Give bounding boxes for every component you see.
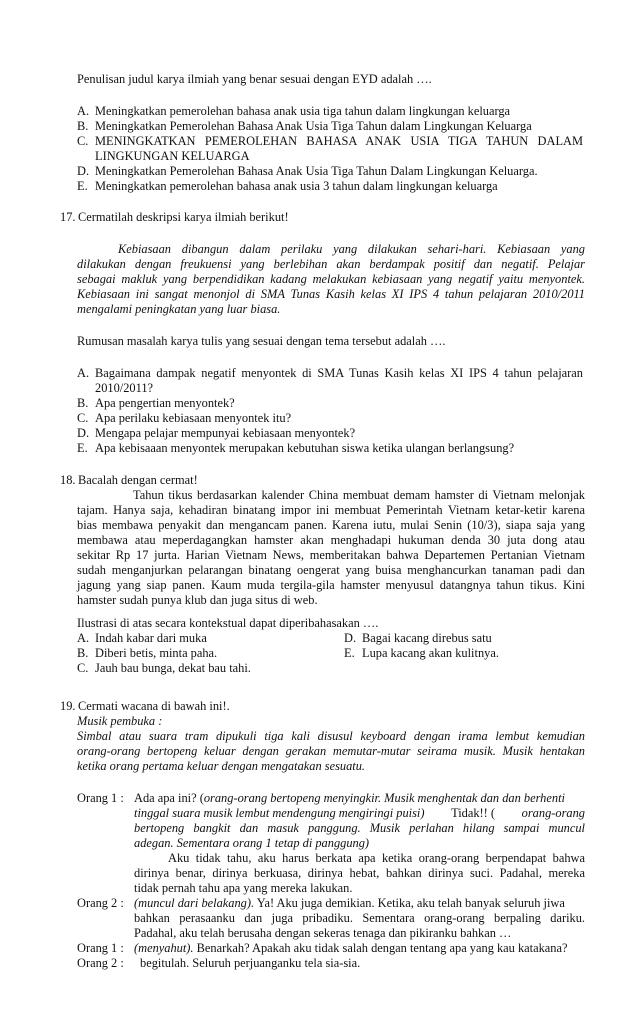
q19-music-line: orang-orang bertopeng keluar dengan gerakan memutar-mutar seirama musik. Musik hentakan — [77, 744, 585, 758]
q19-music-line: ketika orang pertama keluar dengan mengatakan sesuatu. — [77, 759, 366, 773]
option-text: Lupa kacang akan kulitnya. — [362, 646, 499, 660]
option-label: A. — [77, 104, 90, 118]
q17-option-c — [77, 411, 291, 426]
q17-option-a-continuation: 2010/2011? — [95, 381, 154, 395]
option-text: Meningkatkan Pemerolehan Bahasa Anak Usia Tiga Tahun dalam Lingkungan Keluarga — [95, 119, 532, 133]
option-text: Mengapa pelajar mempunyai kebiasaan menyontek? — [95, 426, 356, 440]
stage-direction: adegan. Sementara orang 1 tetap di panggung) — [134, 836, 370, 850]
option-text: Apa perilaku kebiasaan menyontek itu? — [95, 411, 292, 425]
dialogue-text: Padahal, aku telah berusaha dengan sekeras tenaga dan pikiranku bahkan … — [134, 926, 512, 940]
option-text: Bagai kacang direbus satu — [362, 631, 492, 645]
q18-option-b — [77, 646, 217, 661]
dialogue-text: begitulah. Seluruh perjuanganku tela sia-sia. — [140, 956, 361, 970]
q19-music-line: Simbal atau suara tram dipukuli tiga kali disusul keyboard dengan irama lembut kemudian — [77, 729, 585, 743]
q18-passage-line: membawa atau meperdagangkan hamster akan menghadapi hukuman denda 30 juta dong atau — [77, 533, 585, 547]
stage-direction: (menyahut). — [134, 941, 194, 955]
q18-instruction: Bacalah dengan cermat! — [78, 473, 198, 487]
option-label: C. — [77, 661, 89, 675]
stage-direction: orang-orang bertopeng menyingkir. Musik menghentak dan dan berhenti — [203, 791, 565, 805]
q17-option-e — [77, 441, 514, 456]
q17-number: 17. — [60, 210, 76, 224]
q16-option-a — [77, 104, 510, 119]
q18-option-a — [77, 631, 207, 646]
q17-option-d — [77, 426, 355, 441]
q18-passage-line: Tahun tikus berdasarkan kalender China membuat demam hamster di Vietnam melonjak — [133, 488, 585, 502]
dialogue-text: Aku tidak tahu, aku harus berkata apa ketika orang-orang berpendapat bahwa — [168, 851, 585, 865]
stage-direction: tinggal suara musik lembut mendengung mengiringi puisi) — [134, 806, 425, 820]
dialogue-text: Ya! Aku juga demikian. Ketika, aku telah banyak seluruh jiwa — [254, 896, 565, 910]
option-text: Apa kebisaaan menyontek merupakan kebutuhan siswa ketika ulangan berlangsung? — [95, 441, 515, 455]
option-label: B. — [77, 396, 89, 410]
option-label: D. — [77, 426, 90, 440]
option-label: D. — [77, 164, 90, 178]
q17-passage-line: mengalami peningkatan yang luar biasa. — [77, 302, 281, 316]
q16-option-b — [77, 119, 532, 134]
q17-passage-line: sebagai makluk yang berpendidikan kadang melakukan kebiasaan yang negatif yaitu menyontek. — [77, 272, 585, 286]
dialogue-text: tidak pernah tahu apa yang mereka lakukan. — [134, 881, 353, 895]
option-label: E. — [77, 441, 88, 455]
q16-option-d — [77, 164, 538, 179]
q17-passage-line: dilakukan dengan freukuensi yang berlebihan akan berdampak positif dan negatif. Pelajar — [77, 257, 585, 271]
stage-direction: orang-orang — [521, 806, 585, 820]
option-label: B. — [77, 646, 89, 660]
option-text: Diberi betis, minta paha. — [95, 646, 218, 660]
dialogue-text: Ada apa ini? ( — [134, 791, 204, 805]
option-label: A. — [77, 631, 90, 645]
option-text: Meningkatkan pemerolehan bahasa anak usia 3 tahun dalam lingkungan keluarga — [95, 179, 498, 193]
option-text: MENINGKATKAN PEMEROLEHAN BAHASA ANAK USIA TIGA TAHUN DALAM — [95, 134, 583, 148]
dialogue-text: bahkan perasaanku dan juga pribadiku. Sementara orang-orang berpaling dariku. — [134, 911, 585, 925]
option-label: D. — [344, 631, 357, 645]
q16-stem: Penulisan judul karya ilmiah yang benar sesuai dengan EYD adalah …. — [77, 72, 432, 86]
q18-passage-line: tajam. Hanya saja, kehadiran binatang impor ini membuat Pemerintah Vietnam ketar-ketir karena — [77, 503, 585, 517]
option-label: C. — [77, 134, 89, 148]
option-label: B. — [77, 119, 89, 133]
dialogue-line — [134, 791, 585, 806]
option-text: Bagaimana dampak negatif menyontek di SMA Tunas Kasih kelas XI IPS 4 tahun pelajaran — [95, 366, 583, 380]
option-text: Indah kabar dari muka — [95, 631, 207, 645]
q19-music-heading: Musik pembuka : — [77, 714, 163, 728]
speaker-label: Orang 2 : — [77, 956, 124, 970]
option-text: Jauh bau bunga, dekat bau tahi. — [95, 661, 251, 675]
q18-stem: Ilustrasi di atas secara kontekstual dapat diperibahasakan …. — [77, 616, 379, 630]
speaker-label: Orang 2 : — [77, 896, 124, 910]
q18-passage-line: hamster sudah punya klub dan juga situs di web. — [77, 593, 318, 607]
dialogue-line — [134, 941, 568, 956]
q17-passage-line: Kebiasaan dibangun dalam perilaku yang dilakukan sehari-hari. Kebiasaan yang — [118, 242, 585, 256]
option-label: E. — [344, 646, 355, 660]
dialogue-line — [134, 806, 585, 821]
option-text: Meningkatkan pemerolehan bahasa anak usia tiga tahun dalam lingkungan keluarga — [95, 104, 511, 118]
q17-option-a — [77, 366, 583, 381]
dialogue-line — [134, 896, 565, 911]
option-label: C. — [77, 411, 89, 425]
q18-number: 18. — [60, 473, 76, 487]
speaker-label: Orang 1 : — [77, 941, 124, 955]
option-label: A. — [77, 366, 90, 380]
option-text: Meningkatkan Pemerolehan Bahasa Anak Usia Tiga Tahun Dalam Lingkungan Keluarga. — [95, 164, 538, 178]
dialogue-text: Benarkah? Apakah aku tidak salah dengan tentang apa yang kau katakana? — [193, 941, 568, 955]
q18-passage-line: sekitar Rp 17 jurta. Harian Vietnam News, memberitakan bahwa Departemen Pertanian Vietnam — [77, 548, 585, 562]
option-label: E. — [77, 179, 88, 193]
option-text: Apa pengertian menyontek? — [95, 396, 235, 410]
q18-option-d — [344, 631, 492, 646]
q18-option-e — [344, 646, 499, 661]
q16-option-c — [77, 134, 585, 149]
dialogue-text: Tidak!! ( — [451, 806, 496, 820]
stage-direction: bertopeng bangkit dan masuk panggung. Musik perlahan hilang sampai muncul — [134, 821, 585, 835]
q17-instruction: Cermatilah deskripsi karya ilmiah berikut! — [78, 210, 289, 224]
q17-passage-line: Kebiasaan ini sangat menonjol di SMA Tunas Kasih kelas XI IPS 4 tahun pelajaran 2010/2011 — [77, 287, 585, 301]
q17-stem: Rumusan masalah karya tulis yang sesuai dengan tema tersebut adalah …. — [77, 334, 446, 348]
q16-option-c-continuation: LINGKUNGAN KELUARGA — [95, 149, 250, 163]
q19-number: 19. — [60, 699, 76, 713]
stage-direction: (muncul dari belakang). — [134, 896, 255, 910]
q17-option-b — [77, 396, 235, 411]
q18-option-c — [77, 661, 251, 676]
q18-passage-line: bias membawa penyakit dan mengancam panen. Karena iutu, mulai Senin (10/3), siapa saja yang — [77, 518, 585, 532]
q18-passage-line: jagung yang siap panen. Kaum muda tergila-gila hamster menyusul datangnya tahun tikus. Kini — [77, 578, 585, 592]
q19-instruction: Cermati wacana di bawah ini!. — [78, 699, 230, 713]
dialogue-text: dirinya benar, dirinya berkuasa, dirinya hebat, bahkan dirinya suci. Padahal, mereka — [134, 866, 585, 880]
q16-option-e — [77, 179, 498, 194]
speaker-label: Orang 1 : — [77, 791, 124, 805]
q18-passage-line: sudah menganjurkan pelarangan binatang oengerat yang buisa menghancurkan tanaman padi dan — [77, 563, 585, 577]
